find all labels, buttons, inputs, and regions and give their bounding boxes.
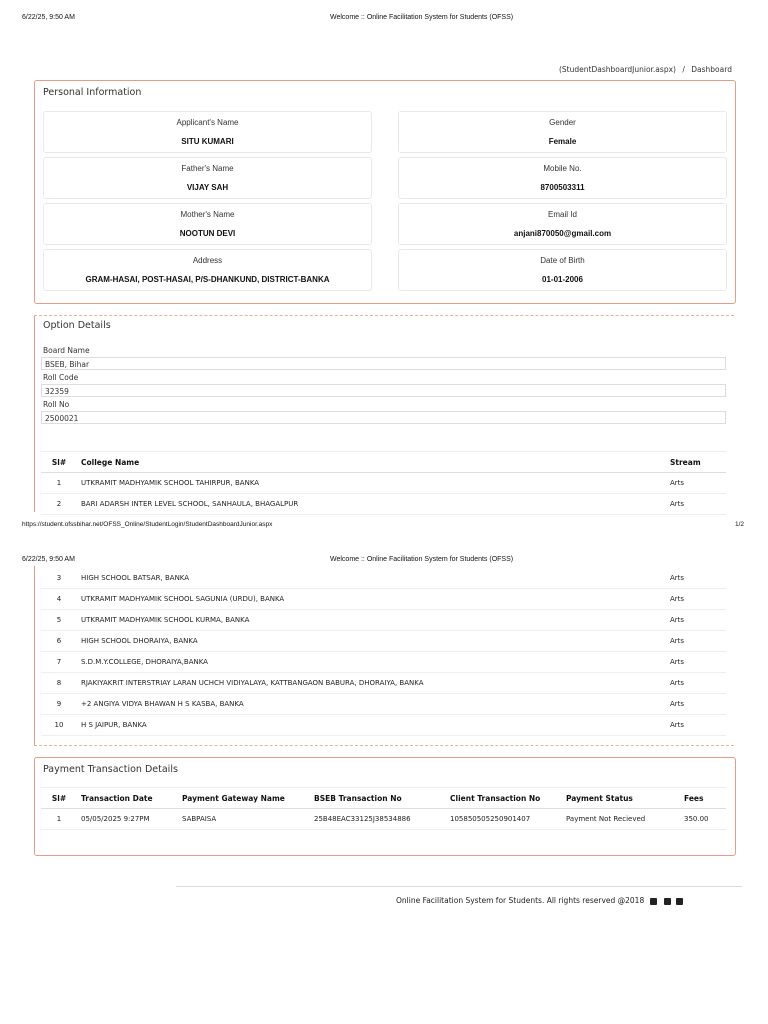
breadcrumb-page[interactable]: (StudentDashboardJunior.aspx) <box>559 65 676 74</box>
payment-table <box>41 787 726 830</box>
print-page-number: 1/2 <box>735 521 745 528</box>
row-stream: Arts <box>666 610 726 631</box>
roll-code-field[interactable]: 32359 <box>41 384 726 397</box>
row-stream: Arts <box>666 715 726 736</box>
gender-card <box>398 111 727 153</box>
row-college: BARI ADARSH INTER LEVEL SCHOOL, SANHAULA, BHAGALPUR <box>77 494 666 515</box>
row-sl: 8 <box>41 673 77 694</box>
table-row <box>41 809 726 830</box>
row-sl: 4 <box>41 589 77 610</box>
roll-no-label: Roll No <box>43 400 70 409</box>
applicant-name-value: SITU KUMARI <box>181 137 234 146</box>
mobile-card <box>398 157 727 199</box>
mobile-value: 8700503311 <box>540 183 585 192</box>
row-college: HIGH SCHOOL BATSAR, BANKA <box>77 568 666 589</box>
option-panel-bottom-border <box>34 745 734 746</box>
college-table-header <box>41 452 726 473</box>
address-label: Address <box>192 256 223 265</box>
row-client-transaction-no: 105850505250901407 <box>446 809 562 830</box>
row-sl: 5 <box>41 610 77 631</box>
row-college: S.D.M.Y.COLLEGE, DHORAIYA,BANKA <box>77 652 666 673</box>
row-college: +2 ANGIYA VIDYA BHAWAN H S KASBA, BANKA <box>77 694 666 715</box>
row-sl: 2 <box>41 494 77 515</box>
email-label: Email Id <box>548 210 577 219</box>
table-row <box>41 631 726 652</box>
table-row <box>41 652 726 673</box>
row-college: H S JAIPUR, BANKA <box>77 715 666 736</box>
footer-text: Online Facilitation System for Students. All rights reserved @2018 <box>396 896 645 905</box>
row-fees: 350.00 <box>680 809 726 830</box>
col-sl: Sl# <box>41 452 77 473</box>
col-payment-status: Payment Status <box>562 788 680 809</box>
option-details-title: Option Details <box>43 320 111 331</box>
row-sl: 6 <box>41 631 77 652</box>
board-name-field[interactable]: BSEB, Bihar <box>41 357 726 370</box>
row-college: RJAKIYAKRIT INTERSTRIAY LARAN UCHCH VIDIYALAYA, KATTBANGAON BABURA, DHORAIYA, BANKA <box>77 673 666 694</box>
payment-title: Payment Transaction Details <box>43 764 178 775</box>
row-transaction-date: 05/05/2025 9:27PM <box>77 809 178 830</box>
mother-name-card <box>43 203 372 245</box>
table-row <box>41 610 726 631</box>
applicant-name-card <box>43 111 372 153</box>
personal-info-panel <box>34 80 736 304</box>
college-table-part2 <box>41 568 726 736</box>
father-name-label: Father's Name <box>181 164 234 173</box>
row-payment-status: Payment Not Recieved <box>562 809 680 830</box>
row-stream: Arts <box>666 494 726 515</box>
table-row <box>41 673 726 694</box>
row-college: HIGH SCHOOL DHORAIYA, BANKA <box>77 631 666 652</box>
email-value: anjani870050@gmail.com <box>513 229 612 238</box>
col-stream: Stream <box>666 452 726 473</box>
print-url: https://student.ofssbihar.net/OFSS_Online/StudentLogin/StudentDashboardJunior.aspx <box>22 521 273 528</box>
row-stream: Arts <box>666 694 726 715</box>
print-title-2: Welcome :: Online Facilitation System for Students (OFSS) <box>330 556 514 563</box>
payment-table-header <box>41 788 726 809</box>
row-stream: Arts <box>666 589 726 610</box>
dob-card <box>398 249 727 291</box>
col-gateway-name: Payment Gateway Name <box>178 788 310 809</box>
table-row <box>41 473 726 494</box>
table-row <box>41 589 726 610</box>
address-card <box>43 249 372 291</box>
col-client-transaction-no: Client Transaction No <box>446 788 562 809</box>
col-transaction-date: Transaction Date <box>77 788 178 809</box>
row-stream: Arts <box>666 473 726 494</box>
row-stream: Arts <box>666 568 726 589</box>
father-name-card <box>43 157 372 199</box>
twitter-icon[interactable] <box>650 898 657 905</box>
row-stream: Arts <box>666 652 726 673</box>
print-datetime-2: 6/22/25, 9:50 AM <box>22 556 75 563</box>
row-sl: 9 <box>41 694 77 715</box>
breadcrumb-separator: / <box>682 65 685 74</box>
footer-divider <box>176 886 742 887</box>
dob-label: Date of Birth <box>540 256 585 265</box>
personal-info-title: Personal Information <box>43 87 142 98</box>
row-sl: 7 <box>41 652 77 673</box>
site-footer <box>396 896 683 905</box>
father-name-value: VIJAY SAH <box>186 183 229 192</box>
table-row <box>41 494 726 515</box>
col-sl: Sl# <box>41 788 77 809</box>
row-bseb-transaction-no: 25B48EAC33125J38534886 <box>310 809 446 830</box>
mother-name-label: Mother's Name <box>180 210 235 219</box>
facebook-icon[interactable] <box>664 898 671 905</box>
option-panel-edge <box>34 316 35 512</box>
row-college: UTKRAMIT MADHYAMIK SCHOOL KURMA, BANKA <box>77 610 666 631</box>
roll-code-label: Roll Code <box>43 373 79 382</box>
mother-name-value: NOOTUN DEVI <box>179 229 236 238</box>
breadcrumb <box>559 65 732 74</box>
email-card <box>398 203 727 245</box>
gender-value: Female <box>548 137 577 146</box>
college-table-part1 <box>41 451 726 515</box>
col-college-name: College Name <box>77 452 666 473</box>
table-row <box>41 568 726 589</box>
gender-label: Gender <box>549 118 576 127</box>
row-sl: 1 <box>41 473 77 494</box>
roll-no-field[interactable]: 2500021 <box>41 411 726 424</box>
print-title: Welcome :: Online Facilitation System for Students (OFSS) <box>330 14 514 21</box>
row-college: UTKRAMIT MADHYAMIK SCHOOL SAGUNIA (URDU), BANKA <box>77 589 666 610</box>
row-stream: Arts <box>666 673 726 694</box>
table-row <box>41 694 726 715</box>
row-sl: 3 <box>41 568 77 589</box>
row-sl: 10 <box>41 715 77 736</box>
print-datetime: 6/22/25, 9:50 AM <box>22 14 75 21</box>
board-name-label: Board Name <box>43 346 90 355</box>
option-panel-top-border <box>34 315 734 316</box>
address-value: GRAM-HASAI, POST-HASAI, P/S-DHANKUND, DISTRICT-BANKA <box>85 275 330 284</box>
linkedin-icon[interactable] <box>676 898 683 905</box>
mobile-label: Mobile No. <box>543 164 582 173</box>
row-gateway-name: SABPAISA <box>178 809 310 830</box>
option-panel-edge-2 <box>34 566 35 746</box>
breadcrumb-current[interactable]: Dashboard <box>691 65 732 74</box>
applicant-name-label: Applicant's Name <box>176 118 239 127</box>
col-bseb-transaction-no: BSEB Transaction No <box>310 788 446 809</box>
row-college: UTKRAMIT MADHYAMIK SCHOOL TAHIRPUR, BANKA <box>77 473 666 494</box>
col-fees: Fees <box>680 788 726 809</box>
row-sl: 1 <box>41 809 77 830</box>
row-stream: Arts <box>666 631 726 652</box>
table-row <box>41 715 726 736</box>
dob-value: 01-01-2006 <box>542 275 583 284</box>
